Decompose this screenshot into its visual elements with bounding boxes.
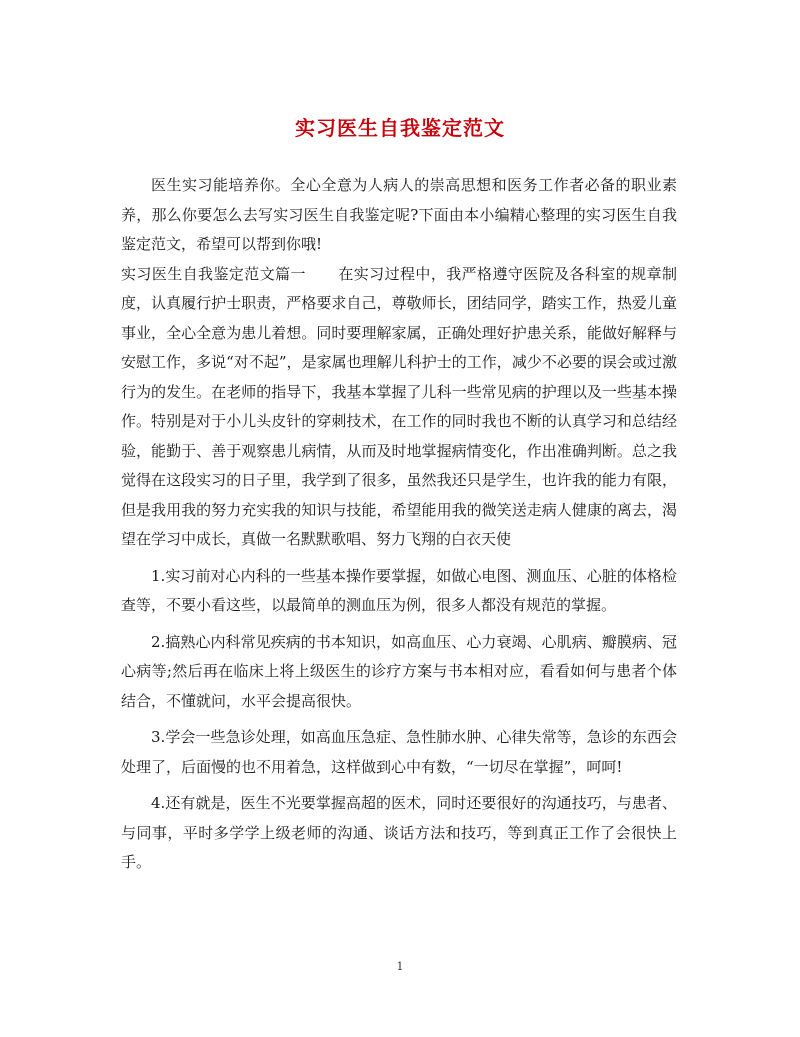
section-paragraph — [121, 260, 677, 555]
section-body: 在实习过程中，我严格遵守医院及各科室的规章制度，认真履行护士职责，严格要求自己，尊敬师长，团结同学，踏实工作，热爱儿童事业，全心全意为患儿着想。同时要理解家属，正确处理好护患关系，能做好解释与安慰工作，多说“对不起”，是家属也理解儿科护士的工作，减少不必要的误会或过激行为的发生。在老师的指导下，我基本掌握了儿科一些常见病的护理以及一些基本操作。特别是对于小儿头皮针的穿刺技术，在工作的同时我也不断的认真学习和总结经验，能勤于、善于观察患儿病情，从而及时地掌握病情变化，作出准确判断。总之我觉得在这段实习的日子里，我学到了很多，虽然我还只是学生，也许我的能力有限，但是我用我的努力充实我的知识与技能，希望能用我的微笑送走病人健康的离去，渴望在学习中成长，真做一名默默歌唱、努力飞翔的白衣天使 — [121, 264, 677, 548]
document-title: 实习医生自我鉴定范文 — [295, 116, 505, 140]
page-number: 1 — [396, 960, 404, 973]
document-body — [121, 171, 677, 878]
list-item: 3.学会一些急诊处理，如高血压急症、急性肺水肿、心律失常等，急诊的东西会处理了，后面慢的也不用着急，这样做到心中有数，“一切尽在掌握”，呵呵! — [121, 728, 677, 776]
list-item: 1.实习前对心内科的一些基本操作要掌握，如做心电图、测血压、心脏的体格检查等，不要小看这些，以最简单的测血压为例，很多人都没有规范的掌握。 — [121, 566, 677, 614]
list-item: 2.搞熟心内科常见疾病的书本知识，如高血压、心力衰竭、心肌病、瓣膜病、冠心病等;然后再在临床上将上级医生的诊疗方案与书本相对应，看看如何与患者个体结合，不懂就问，水平会提高很快。 — [121, 632, 677, 710]
intro-paragraph: 医生实习能培养你。全心全意为人病人的崇高思想和医务工作者必备的职业素养，那么你要怎么去写实习医生自我鉴定呢?下面由本小编精心整理的实习医生自我鉴定范文，希望可以帮到你哦! — [121, 176, 677, 253]
section-heading: 实习医生自我鉴定范文篇一 — [121, 264, 306, 283]
list-item: 4.还有就是，医生不光要掌握高超的医术，同时还要很好的沟通技巧，与患者、与同事，平时多学学上级老师的沟通、谈话方法和技巧，等到真正工作了会很快上手。 — [121, 794, 677, 871]
